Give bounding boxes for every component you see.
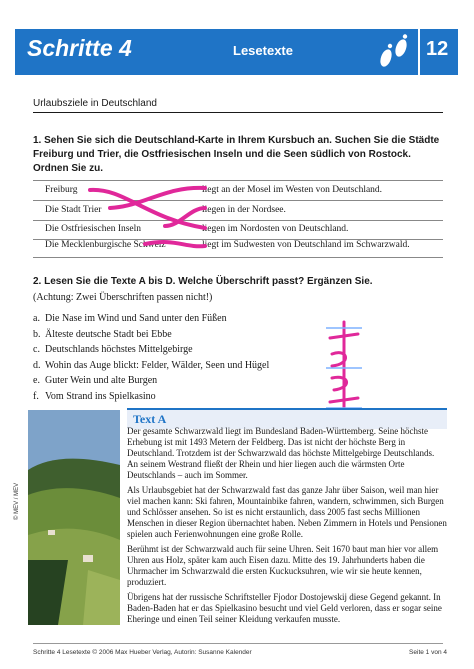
match-right: liegen in der Nordsee.	[202, 205, 286, 215]
match-left: Freiburg	[45, 185, 78, 195]
header-bar	[15, 29, 458, 75]
list-item: b. Älteste deutsche Stadt bei Ebbe	[33, 328, 172, 340]
list-item: d. Wohin das Auge blickt: Felder, Wälder, Seen und Hügel	[33, 359, 270, 371]
header-subtitle: Lesetexte	[233, 43, 293, 58]
match-right: liegt im Sudwesten von Deutschland im Schwarzwald.	[202, 240, 410, 250]
footer-divider	[33, 643, 443, 644]
text-a-title: Text A	[133, 412, 167, 426]
list-item: a. Die Nase im Wind und Sand unter den Füßen	[33, 313, 227, 324]
footer-copyright: Schritte 4 Lesetexte © 2006 Max Hueber Verlag, Autorin: Susanne Kalender	[33, 649, 252, 656]
footer-page-count: Seite 1 von 4	[409, 649, 447, 656]
task2-instruction: 2. Lesen Sie die Texte A bis D. Welche Überschrift passt? Ergänzen Sie.	[33, 276, 373, 287]
header-separator	[418, 29, 420, 75]
list-item: e. Guter Wein und alte Burgen	[33, 375, 158, 386]
paragraph: Als Urlaubsgebiet hat der Schwarzwald fast das ganze Jahr über Saison, weil man hier viel machen kann: Ski fahren, Mountainbike fahren, wandern, schwimmen, sich Burgen und Schlösser ansehen. So ist es nicht erstaunlich, dass 2005 fast sechs Millionen Menschen in dieser Region übernachtet haben. Neben Zimmern in Hotels und Pensionen spielen auch Ferienwohnungen eine große Rolle.	[127, 485, 447, 539]
topic-heading: Urlaubsziele in Deutschland	[33, 98, 443, 113]
photo-credit: © MEV / MEV	[14, 482, 20, 520]
text-a-body	[127, 426, 447, 629]
task2-note: (Achtung: Zwei Überschriften passen nicht!)	[33, 292, 213, 303]
list-item: c. Deutschlands höchstes Mittelgebirge	[33, 344, 193, 355]
black-forest-photo	[28, 410, 120, 625]
match-row	[45, 185, 383, 195]
task1-instruction: 1. Sehen Sie sich die Deutschland-Karte in Ihrem Kursbuch an. Suchen Sie die Städte Freiburg und Trier, die Ostfriesischen Inseln und die Seen südlich von Rostock. Ordnen Sie zu.	[33, 135, 440, 174]
paragraph: Der gesamte Schwarzwald liegt im Bundesland Baden-Württemberg. Seine höchste Erhebung ist mit 1493 Metern der Feldberg. Das ist nicht der höchste Berg in Deutschland. Trotzdem ist der Schwarzwald das höchste Mittelgebirge Deutschlands. An seinem Westrand fließt der Rhein und hier liegen auch die wärmsten Orte Deutschlands – auch im Sommer.	[127, 426, 435, 480]
handwritten-stamp	[318, 318, 370, 418]
paragraph: Berühmt ist der Schwarzwald auch für seine Uhren. Seit 1670 baut man hier vor allem Uhren aus Holz, später kam auch Eisen dazu. Mitte des 19. Jahrhunderts haben die Uhrmacher im Schwarzwald die ersten Kuckucksuhren, wie wir sie heute kennen, produziert.	[127, 544, 439, 587]
brand-title: Schritte 4	[27, 35, 132, 61]
match-right: liegen im Nordosten von Deutschland.	[202, 224, 349, 234]
list-item: f. Vom Strand ins Spielkasino	[33, 390, 156, 402]
match-left: Die Ostfriesischen Inseln	[45, 224, 142, 234]
match-left: Die Mecklenburgische Schweiz	[45, 240, 166, 250]
handwritten-lines	[85, 178, 215, 258]
page-number-badge: 12	[426, 38, 449, 60]
match-left: Die Stadt Trier	[45, 205, 102, 215]
footprints-icon	[374, 33, 414, 71]
heading-options	[33, 311, 269, 404]
paragraph: Übrigens hat der russische Schriftsteller Fjodor Dostojewskij diese Gegend gekannt. In Baden-Baden hat er das Spielkasino besucht und viel Geld verloren, dass er sogar seine Eheringe und einen Teil seiner Kleidung verkaufen musste.	[127, 592, 442, 624]
match-right: liegt an der Mosel im Westen von Deutschland.	[202, 185, 383, 195]
